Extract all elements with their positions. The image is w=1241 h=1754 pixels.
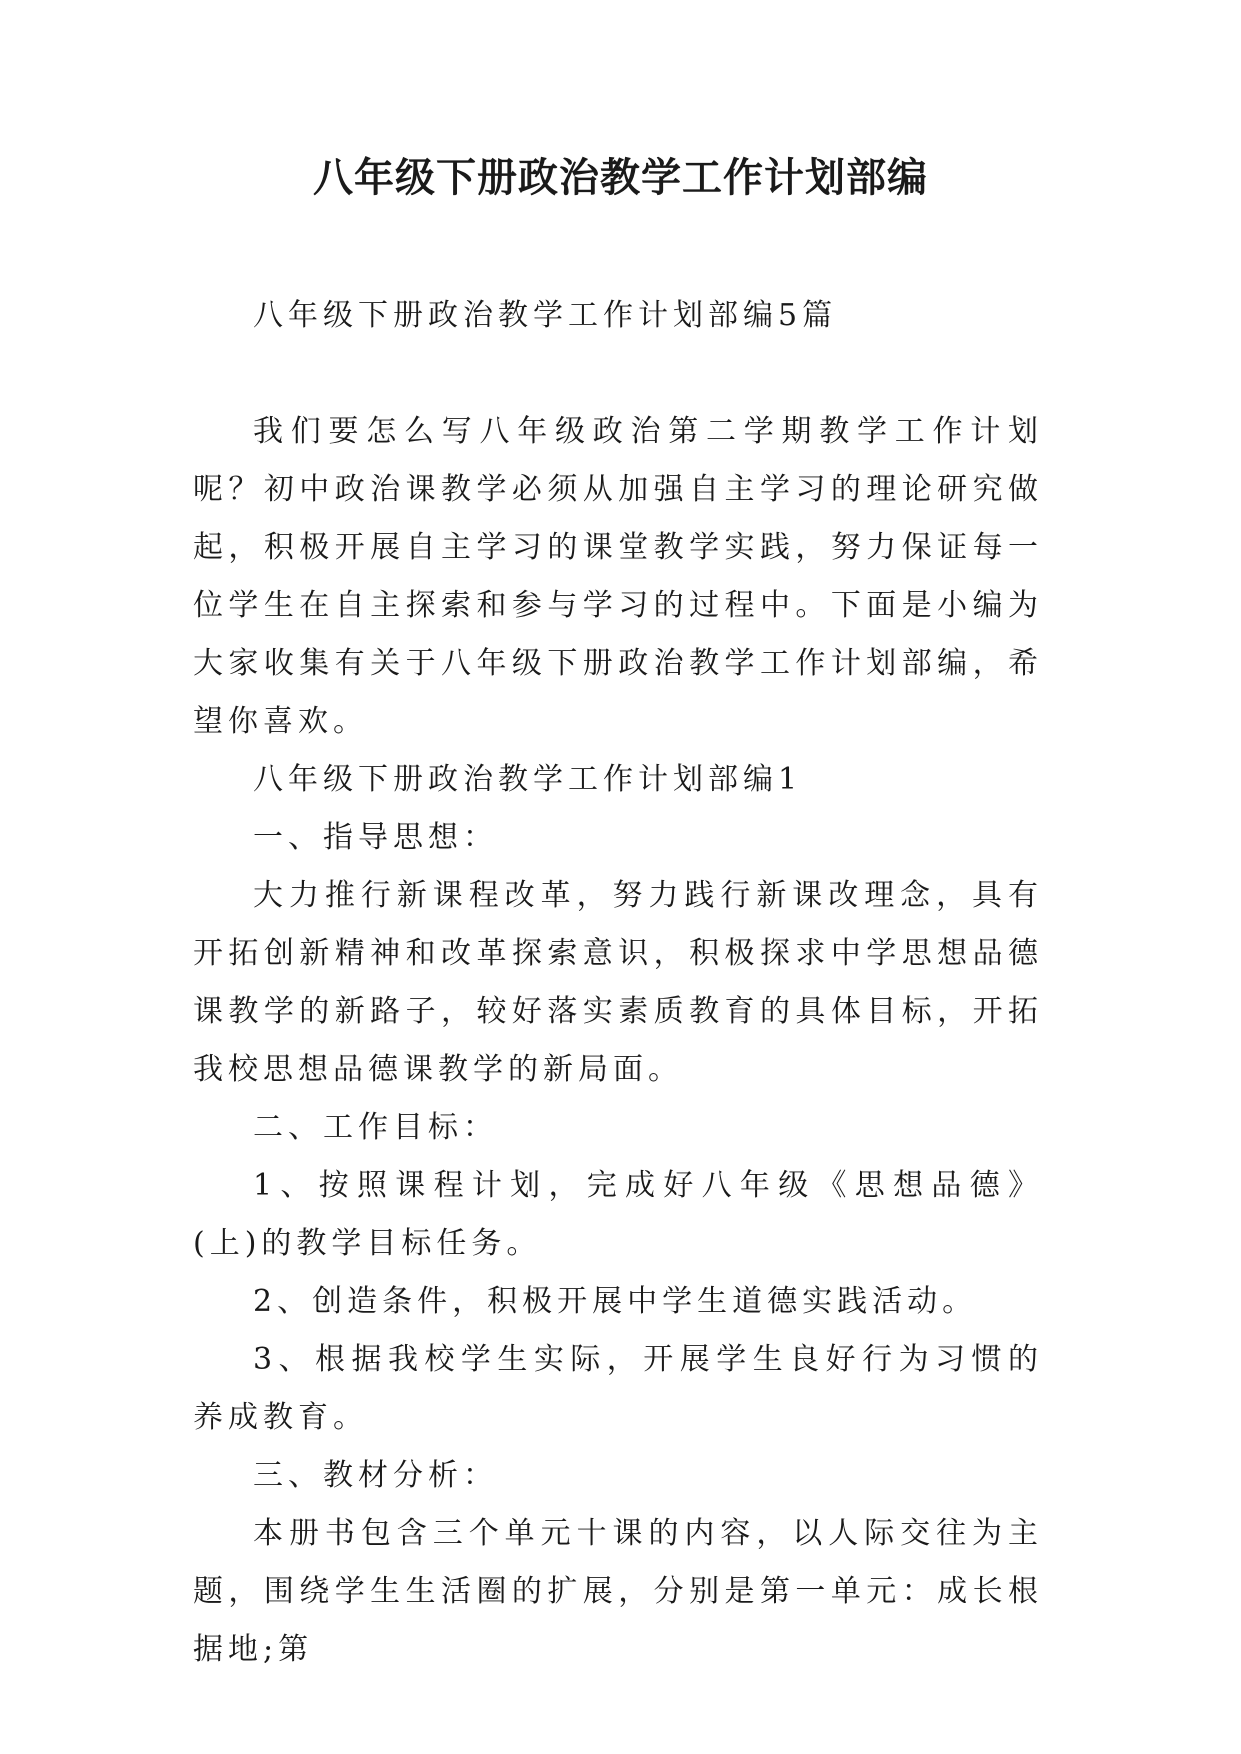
list-item: 1、按照课程计划，完成好八年级《思想品德》(上)的教学目标任务。	[193, 1168, 1043, 1261]
document-title: 八年级下册政治教学工作计划部编	[313, 155, 928, 201]
subtitle-paragraph: 八年级下册政治教学工作计划部编5篇	[253, 298, 838, 333]
section-heading: 三、教材分析：	[253, 1458, 498, 1493]
body-paragraph: 本册书包含三个单元十课的内容，以人际交往为主题，围绕学生生活圈的扩展，分别是第一单元：成长根据地;第	[193, 1516, 1043, 1667]
section-heading: 一、指导思想：	[253, 820, 498, 855]
section-heading: 二、工作目标：	[253, 1110, 498, 1145]
body-paragraph: 大力推行新课程改革，努力践行新课改理念，具有开拓创新精神和改革探索意识，积极探求中学思想品德课教学的新路子，较好落实素质教育的具体目标，开拓我校思想品德课教学的新局面。	[193, 878, 1043, 1087]
list-item: 2、创造条件，积极开展中学生道德实践活动。	[253, 1284, 978, 1319]
section-heading: 八年级下册政治教学工作计划部编1	[253, 762, 803, 797]
document-body	[193, 287, 1043, 1679]
list-item: 3、根据我校学生实际，开展学生良好行为习惯的养成教育。	[193, 1342, 1043, 1435]
intro-paragraph: 我们要怎么写八年级政治第二学期教学工作计划呢？初中政治课教学必须从加强自主学习的理论研究做起，积极开展自主学习的课堂教学实践，努力保证每一位学生在自主探索和参与学习的过程中。下面是小编为大家收集有关于八年级下册政治教学工作计划部编，希望你喜欢。	[193, 414, 1043, 739]
